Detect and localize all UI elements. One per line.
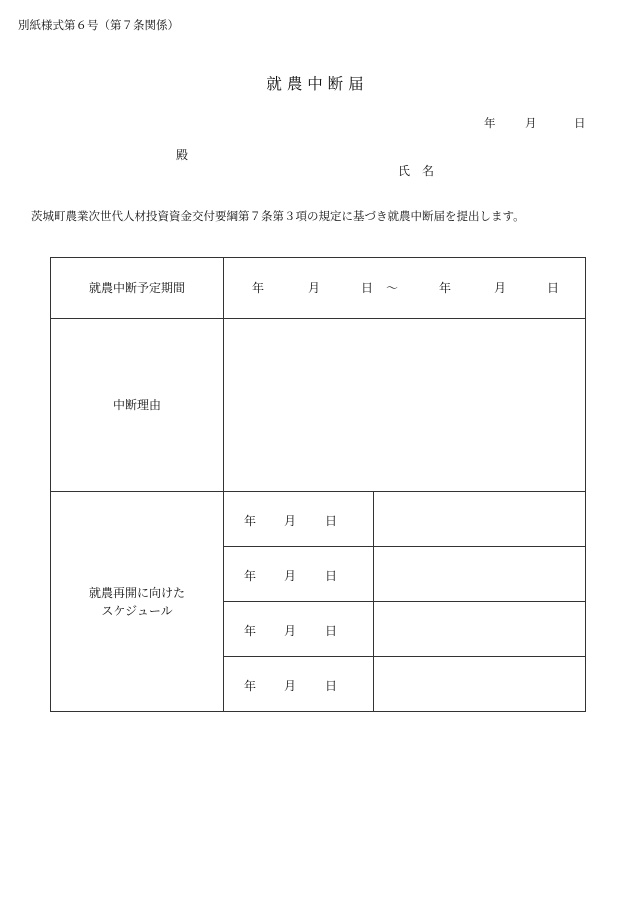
schedule-date-field[interactable]	[224, 492, 374, 547]
period-end-day: 日	[547, 281, 560, 295]
schedule-year: 年	[244, 514, 257, 528]
period-start-month: 月	[308, 281, 321, 295]
header-date-year: 年	[484, 116, 496, 130]
schedule-year: 年	[244, 679, 257, 693]
page-title: 就 農 中 断 届	[266, 75, 364, 93]
period-start-day: 日	[361, 281, 374, 295]
schedule-note-field[interactable]	[374, 657, 586, 712]
schedule-note-field[interactable]	[374, 547, 586, 602]
period-label: 就農中断予定期間	[51, 258, 224, 319]
schedule-year: 年	[244, 624, 257, 638]
form-number: 別紙様式第６号（第７条関係）	[18, 18, 179, 32]
schedule-label	[51, 492, 224, 712]
schedule-date-field[interactable]	[224, 602, 374, 657]
schedule-date-field[interactable]	[224, 657, 374, 712]
schedule-month: 月	[284, 569, 297, 583]
period-field[interactable]	[224, 258, 586, 319]
interruption-form-table	[50, 257, 586, 712]
period-end-year: 年	[439, 281, 452, 295]
recipient-suffix: 殿	[176, 148, 189, 162]
schedule-label-line2: スケジュール	[101, 603, 173, 618]
header-date-month: 月	[525, 116, 537, 130]
schedule-date-field[interactable]	[224, 547, 374, 602]
reason-row	[51, 319, 586, 492]
applicant-name-label: 氏 名	[398, 164, 435, 178]
reason-label: 中断理由	[51, 319, 224, 492]
schedule-month: 月	[284, 624, 297, 638]
schedule-row	[51, 492, 586, 547]
period-start-year: 年	[252, 281, 265, 295]
schedule-month: 月	[284, 514, 297, 528]
period-end-month: 月	[494, 281, 507, 295]
schedule-note-field[interactable]	[374, 492, 586, 547]
schedule-month: 月	[284, 679, 297, 693]
declaration-text: 茨城町農業次世代人材投資資金交付要綱第７条第３項の規定に基づき就農中断届を提出します。	[31, 209, 525, 223]
schedule-note-field[interactable]	[374, 602, 586, 657]
schedule-day: 日	[325, 679, 338, 693]
schedule-day: 日	[325, 624, 338, 638]
reason-field[interactable]	[224, 319, 586, 492]
schedule-day: 日	[325, 514, 338, 528]
schedule-year: 年	[244, 569, 257, 583]
schedule-label-line1: 就農再開に向けた	[88, 585, 185, 600]
header-date-day: 日	[574, 116, 586, 130]
period-separator: 〜	[386, 281, 399, 295]
period-row	[51, 258, 586, 319]
schedule-day: 日	[325, 569, 338, 583]
